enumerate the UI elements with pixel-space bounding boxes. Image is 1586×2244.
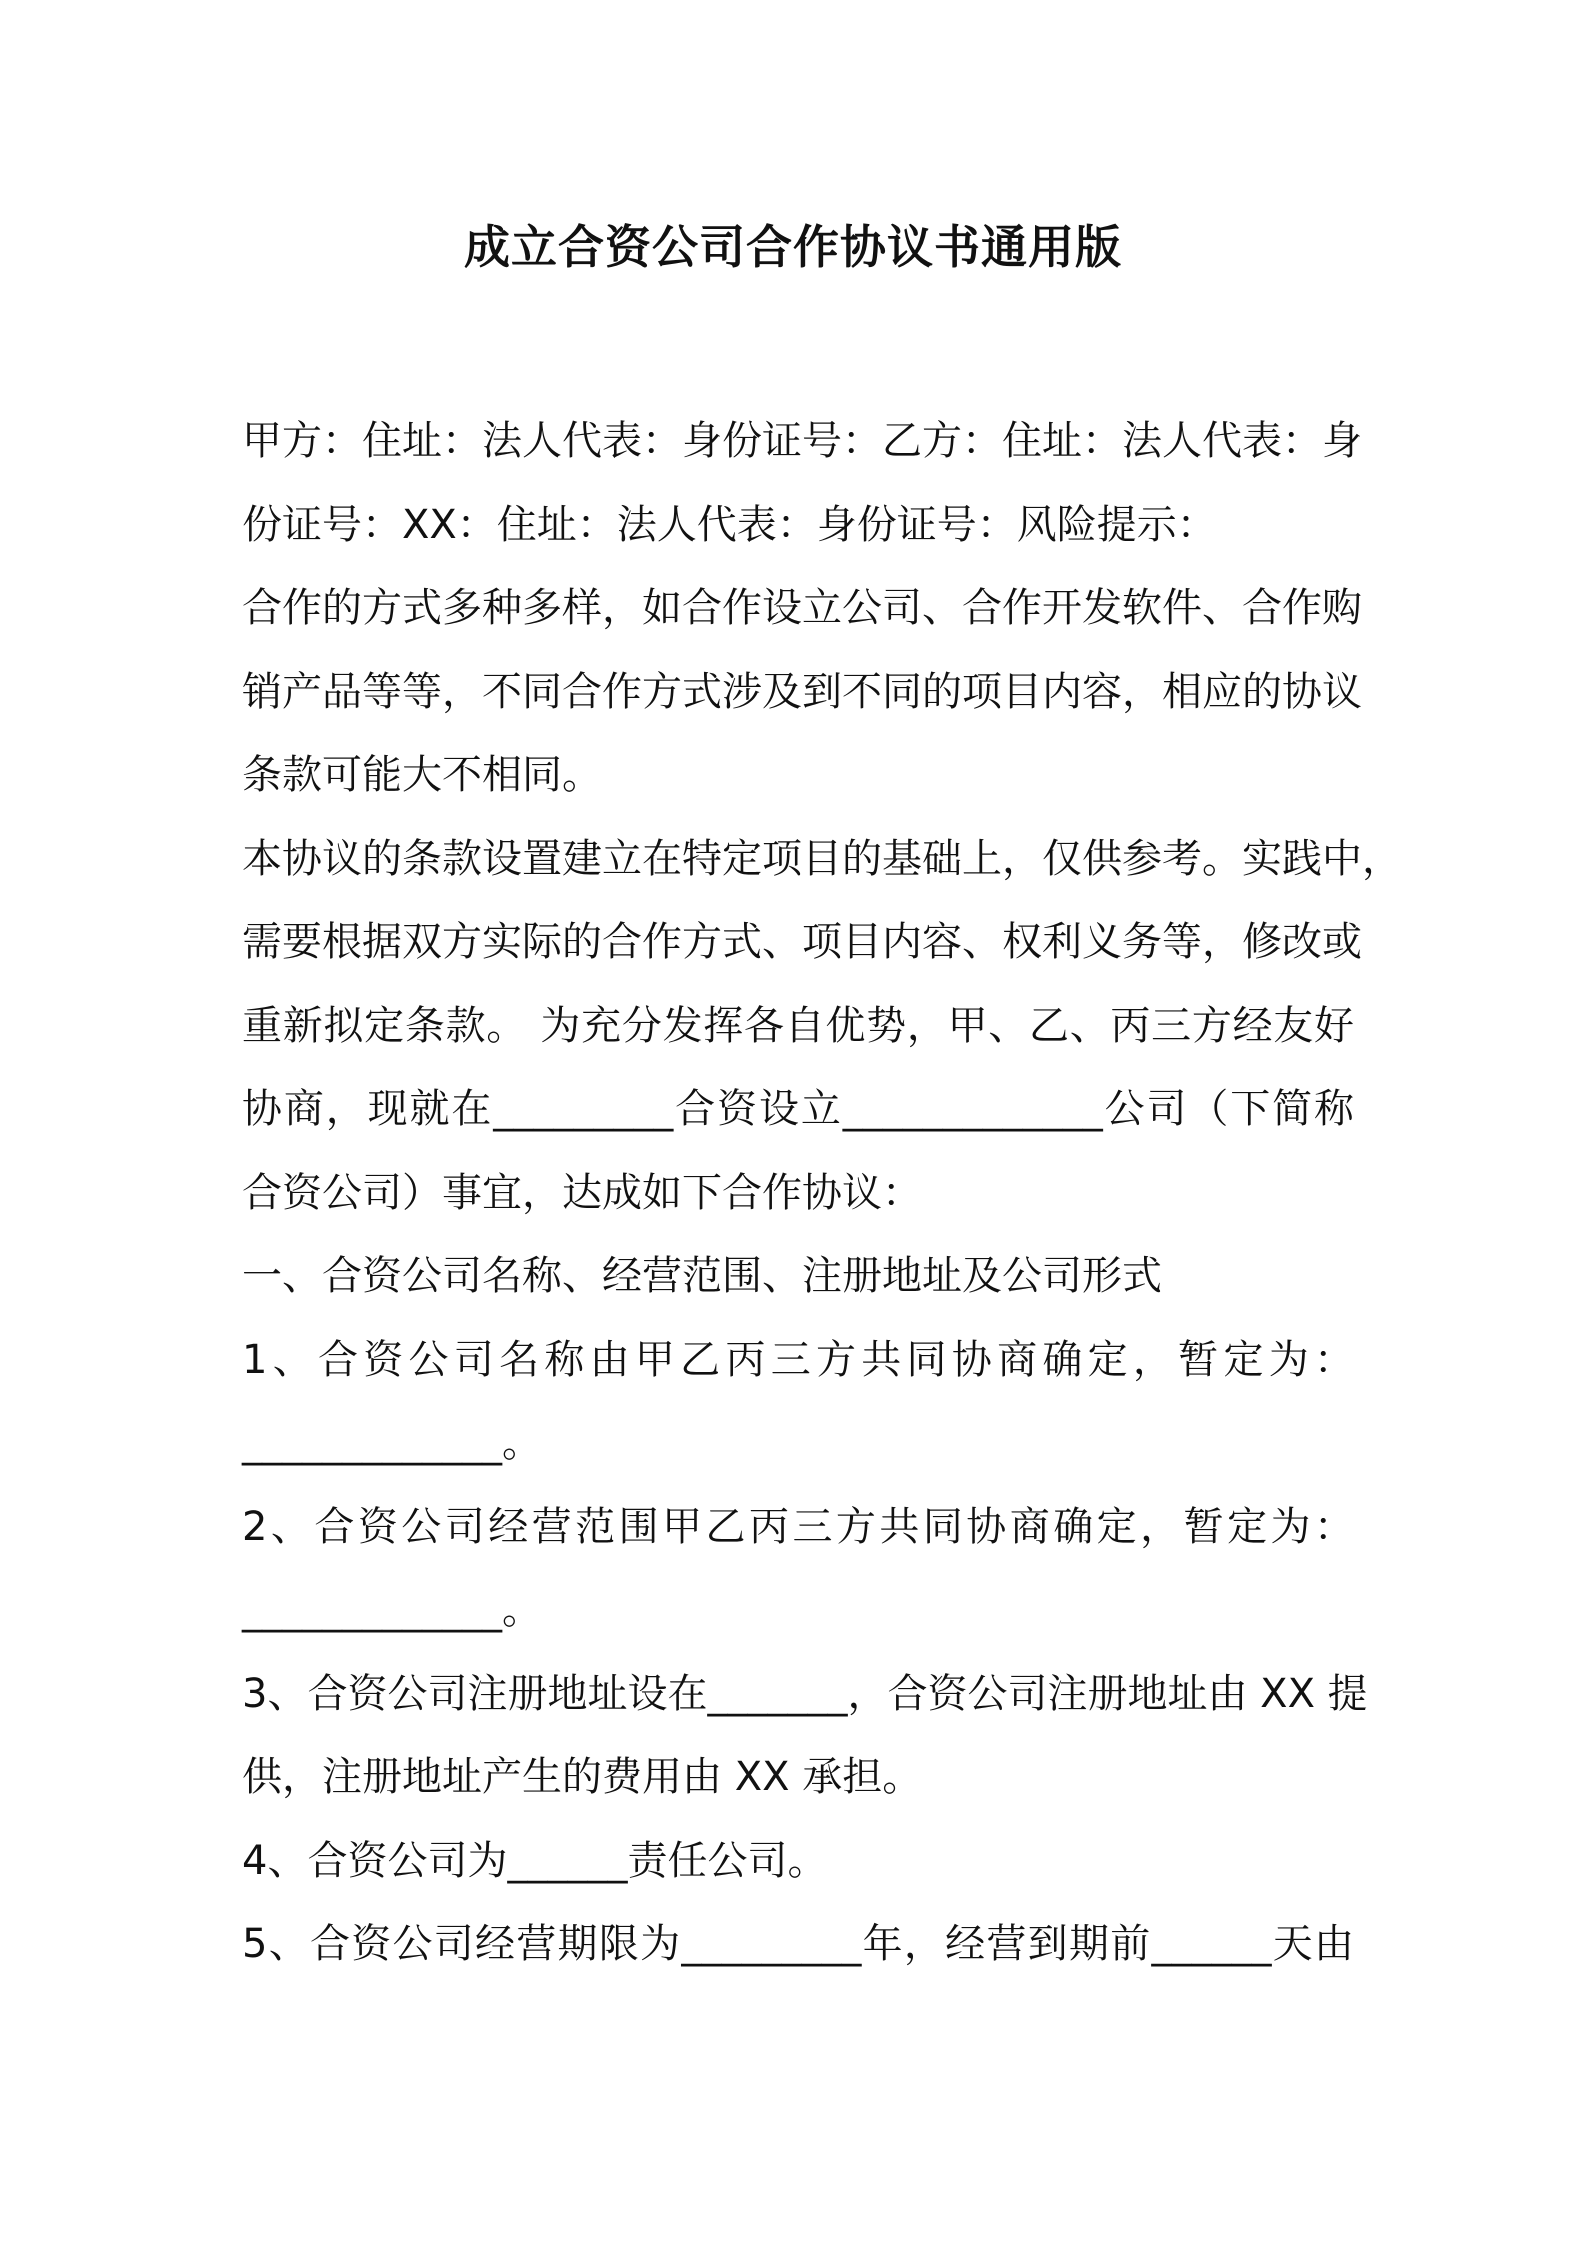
body-line: 甲方：住址：法人代表：身份证号：乙方：住址：法人代表：身 [242,418,1362,464]
body-line: 1、合资公司名称由甲乙丙三方共同协商确定，暂定为： [242,1336,1354,1383]
body-line: 本协议的条款设置建立在特定项目的基础上，仅供参考。实践中， [242,835,1402,882]
body-line: 5、合资公司经营期限为_________年，经营到期前______天由 [242,1921,1354,1967]
document-body [242,400,1402,1987]
document-title: 成立合资公司合作协议书通用版 [464,220,1122,274]
blank-line: _____________。 [242,1587,542,1633]
blank-line: _____________。 [242,1420,542,1466]
body-line: 合资公司）事宜，达成如下合作协议： [242,1169,922,1216]
body-line: 协商，现就在_________合资设立_____________公司（下简称 [242,1086,1354,1132]
body-line: 4、合资公司为______责任公司。 [242,1837,828,1884]
section-heading: 一、合资公司名称、经营范围、注册地址及公司形式 [242,1253,1162,1299]
body-line: 需要根据双方实际的合作方式、项目内容、权利义务等，修改或 [242,919,1362,965]
body-line: 条款可能大不相同。 [242,752,602,798]
body-line: 销产品等等，不同合作方式涉及到不同的项目内容，相应的协议 [242,668,1362,715]
body-line: 份证号：XX：住址：法人代表：身份证号：风险提示： [242,501,1217,548]
body-line: 重新拟定条款。 为充分发挥各自优势，甲、乙、丙三方经友好 [242,1002,1354,1049]
body-line: 2、合资公司经营范围甲乙丙三方共同协商确定，暂定为： [242,1503,1354,1550]
body-line: 合作的方式多种多样，如合作设立公司、合作开发软件、合作购 [242,585,1362,631]
body-line: 3、合资公司注册地址设在_______，合资公司注册地址由 XX 提 [242,1670,1368,1717]
body-line: 供，注册地址产生的费用由 XX 承担。 [242,1754,923,1800]
